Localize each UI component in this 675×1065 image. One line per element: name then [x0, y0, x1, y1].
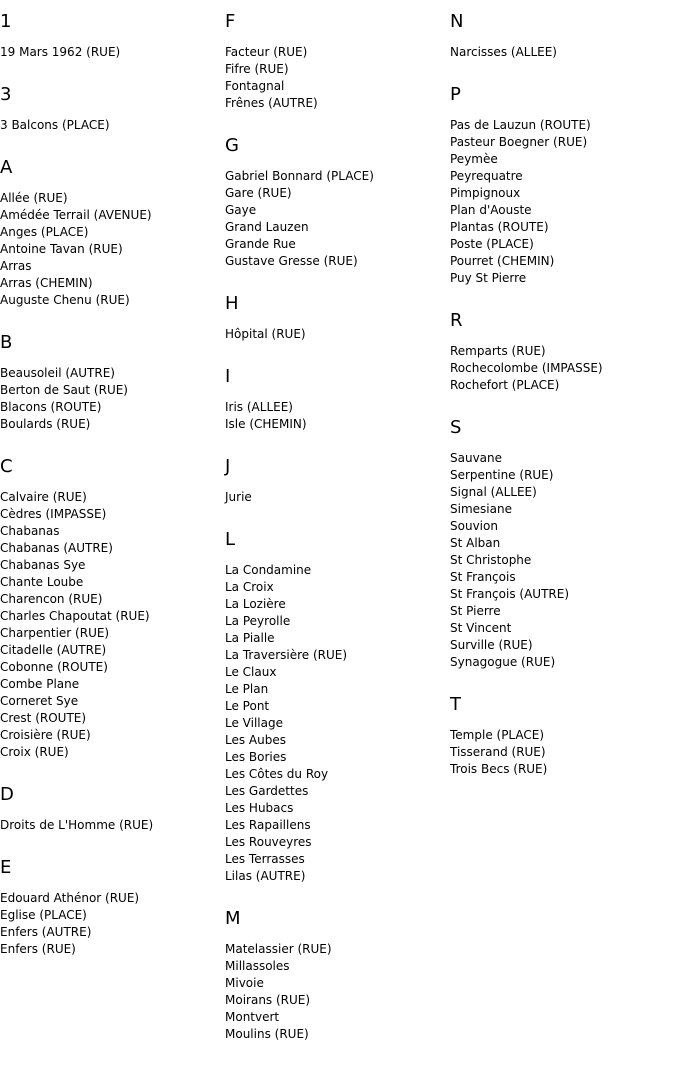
street-item: Cobonne (ROUTE) — [0, 660, 108, 674]
street-item: Les Bories — [225, 750, 287, 764]
street-item: Le Village — [225, 716, 283, 730]
street-item: Charpentier (RUE) — [0, 626, 110, 640]
letter-heading: G — [225, 135, 239, 156]
street-item: Fontagnal — [225, 79, 285, 93]
street-item: Le Claux — [225, 665, 277, 679]
letter-heading: T — [450, 694, 461, 715]
street-list — [0, 365, 220, 433]
street-item: Boulards (RUE) — [0, 417, 91, 431]
street-item: Lilas (AUTRE) — [225, 869, 306, 883]
street-item: Arras — [0, 259, 32, 273]
letter-section — [450, 416, 675, 671]
street-item: Berton de Saut (RUE) — [0, 383, 128, 397]
letter-section — [450, 309, 675, 394]
street-item: Antoine Tavan (RUE) — [0, 242, 123, 256]
letter-section — [225, 365, 445, 433]
street-item: Peyrequatre — [450, 169, 523, 183]
street-item: La Pialle — [225, 631, 275, 645]
street-item: Montvert — [225, 1010, 280, 1024]
letter-heading: E — [0, 857, 12, 878]
street-index-column-2 — [225, 10, 445, 1065]
street-item: Remparts (RUE) — [450, 344, 546, 358]
letter-heading: S — [450, 417, 462, 438]
street-index-column-3 — [450, 10, 675, 800]
street-item: Facteur (RUE) — [225, 45, 308, 59]
street-item: Enfers (RUE) — [0, 942, 76, 956]
street-item: Rochecolombe (IMPASSE) — [450, 361, 603, 375]
street-item: Combe Plane — [0, 677, 80, 691]
street-item: Pourret (CHEMIN) — [450, 254, 555, 268]
street-item: Chabanas — [0, 524, 60, 538]
street-item: 3 Balcons (PLACE) — [0, 118, 110, 132]
street-item: Millassoles — [225, 959, 290, 973]
letter-heading: 1 — [0, 11, 12, 32]
street-item: La Croix — [225, 580, 274, 594]
street-list — [450, 343, 675, 394]
street-item: Tisserand (RUE) — [450, 745, 546, 759]
street-list — [0, 890, 220, 958]
street-list — [225, 399, 445, 433]
street-item: Isle (CHEMIN) — [225, 417, 307, 431]
letter-section — [0, 783, 220, 834]
street-item: St François (AUTRE) — [450, 587, 570, 601]
street-item: Iris (ALLEE) — [225, 400, 293, 414]
letter-heading: M — [225, 908, 241, 929]
street-item: Temple (PLACE) — [450, 728, 545, 742]
street-item: Croix (RUE) — [0, 745, 69, 759]
letter-section — [0, 156, 220, 309]
street-item: Gaye — [225, 203, 257, 217]
street-list — [0, 817, 220, 834]
street-item: Cèdres (IMPASSE) — [0, 507, 107, 521]
street-item: Chabanas Sye — [0, 558, 86, 572]
letter-section — [0, 856, 220, 958]
letter-heading: R — [450, 310, 463, 331]
street-item: Calvaire (RUE) — [0, 490, 87, 504]
street-item: Pasteur Boegner (RUE) — [450, 135, 588, 149]
letter-section — [225, 134, 445, 270]
street-list — [225, 941, 445, 1043]
street-item: St Pierre — [450, 604, 501, 618]
street-item: St François — [450, 570, 516, 584]
letter-heading: I — [225, 366, 231, 387]
street-item: Beausoleil (AUTRE) — [0, 366, 115, 380]
letter-heading: J — [225, 456, 231, 477]
street-item: Surville (RUE) — [450, 638, 533, 652]
street-list — [225, 326, 445, 343]
letter-heading: F — [225, 11, 236, 32]
letter-section — [225, 528, 445, 885]
street-item: Pas de Lauzun (ROUTE) — [450, 118, 591, 132]
street-item: Poste (PLACE) — [450, 237, 534, 251]
street-item: Mivoie — [225, 976, 264, 990]
letter-section — [225, 10, 445, 112]
letter-section — [0, 10, 220, 61]
street-item: Moirans (RUE) — [225, 993, 311, 1007]
street-item: Amédée Terrail (AVENUE) — [0, 208, 152, 222]
street-item: Puy St Pierre — [450, 271, 527, 285]
letter-section — [450, 83, 675, 287]
letter-heading: L — [225, 529, 236, 550]
street-item: Charencon (RUE) — [0, 592, 103, 606]
street-item: Gabriel Bonnard (PLACE) — [225, 169, 374, 183]
letter-section — [225, 907, 445, 1043]
street-item: Souvion — [450, 519, 498, 533]
street-item: Moulins (RUE) — [225, 1027, 309, 1041]
street-item: Enfers (AUTRE) — [0, 925, 92, 939]
letter-section — [450, 693, 675, 778]
letter-section — [225, 455, 445, 506]
street-item: Le Pont — [225, 699, 270, 713]
street-item: Sauvane — [450, 451, 503, 465]
street-item: St Alban — [450, 536, 501, 550]
street-item: Pimpignoux — [450, 186, 521, 200]
letter-section — [0, 83, 220, 134]
letter-heading: H — [225, 293, 239, 314]
street-item: Croisière (RUE) — [0, 728, 91, 742]
street-item: Allée (RUE) — [0, 191, 68, 205]
street-list — [225, 168, 445, 270]
street-item: Synagogue (RUE) — [450, 655, 556, 669]
street-item: Gustave Gresse (RUE) — [225, 254, 358, 268]
street-item: Chabanas (AUTRE) — [0, 541, 113, 555]
letter-heading: 3 — [0, 84, 12, 105]
street-item: La Traversière (RUE) — [225, 648, 348, 662]
street-item: Peymèe — [450, 152, 498, 166]
street-item: Blacons (ROUTE) — [0, 400, 102, 414]
street-item: Chante Loube — [0, 575, 84, 589]
street-item: Corneret Sye — [0, 694, 79, 708]
street-item: Charles Chapoutat (RUE) — [0, 609, 150, 623]
letter-heading: N — [450, 11, 464, 32]
street-list — [450, 450, 675, 671]
street-item: Citadelle (AUTRE) — [0, 643, 107, 657]
letter-heading: D — [0, 784, 14, 805]
street-item: Anges (PLACE) — [0, 225, 89, 239]
street-list — [450, 727, 675, 778]
street-item: Gare (RUE) — [225, 186, 292, 200]
street-item: Les Aubes — [225, 733, 286, 747]
street-index-column-1 — [0, 10, 220, 980]
street-list — [0, 190, 220, 309]
street-item: Le Plan — [225, 682, 269, 696]
street-item: St Vincent — [450, 621, 512, 635]
street-item: Plantas (ROUTE) — [450, 220, 549, 234]
street-list — [450, 117, 675, 287]
street-item: La Condamine — [225, 563, 312, 577]
letter-heading: A — [0, 157, 13, 178]
street-item: Les Hubacs — [225, 801, 294, 815]
street-list — [0, 44, 220, 61]
letter-heading: C — [0, 456, 13, 477]
street-item: Narcisses (ALLEE) — [450, 45, 557, 59]
street-item: Droits de L'Homme (RUE) — [0, 818, 154, 832]
street-item: Les Rapaillens — [225, 818, 311, 832]
street-item: St Christophe — [450, 553, 532, 567]
street-item: Simesiane — [450, 502, 512, 516]
street-item: Fifre (RUE) — [225, 62, 289, 76]
street-item: Matelassier (RUE) — [225, 942, 332, 956]
street-item: Eglise (PLACE) — [0, 908, 87, 922]
street-list — [0, 117, 220, 134]
street-item: Plan d'Aouste — [450, 203, 532, 217]
street-item: Frênes (AUTRE) — [225, 96, 318, 110]
street-item: Grande Rue — [225, 237, 296, 251]
street-list — [225, 489, 445, 506]
street-item: Les Terrasses — [225, 852, 305, 866]
letter-section — [450, 10, 675, 61]
street-item: La Peyrolle — [225, 614, 291, 628]
street-item: Trois Becs (RUE) — [450, 762, 548, 776]
street-item: Serpentine (RUE) — [450, 468, 554, 482]
street-item: Auguste Chenu (RUE) — [0, 293, 130, 307]
letter-heading: P — [450, 84, 461, 105]
street-item: Grand Lauzen — [225, 220, 309, 234]
street-list — [225, 44, 445, 112]
street-item: Jurie — [225, 490, 252, 504]
street-item: Arras (CHEMIN) — [0, 276, 93, 290]
street-list — [450, 44, 675, 61]
letter-section — [225, 292, 445, 343]
street-item: 19 Mars 1962 (RUE) — [0, 45, 121, 59]
street-list — [0, 489, 220, 761]
street-list — [225, 562, 445, 885]
letter-heading: B — [0, 332, 13, 353]
street-item: Hôpital (RUE) — [225, 327, 306, 341]
letter-section — [0, 331, 220, 433]
street-item: Signal (ALLEE) — [450, 485, 537, 499]
street-item: Crest (ROUTE) — [0, 711, 87, 725]
street-item: Les Gardettes — [225, 784, 309, 798]
street-item: Les Côtes du Roy — [225, 767, 329, 781]
letter-section — [0, 455, 220, 761]
street-item: Edouard Athénor (RUE) — [0, 891, 140, 905]
street-item: Les Rouveyres — [225, 835, 312, 849]
street-item: Rochefort (PLACE) — [450, 378, 560, 392]
street-item: La Lozière — [225, 597, 286, 611]
